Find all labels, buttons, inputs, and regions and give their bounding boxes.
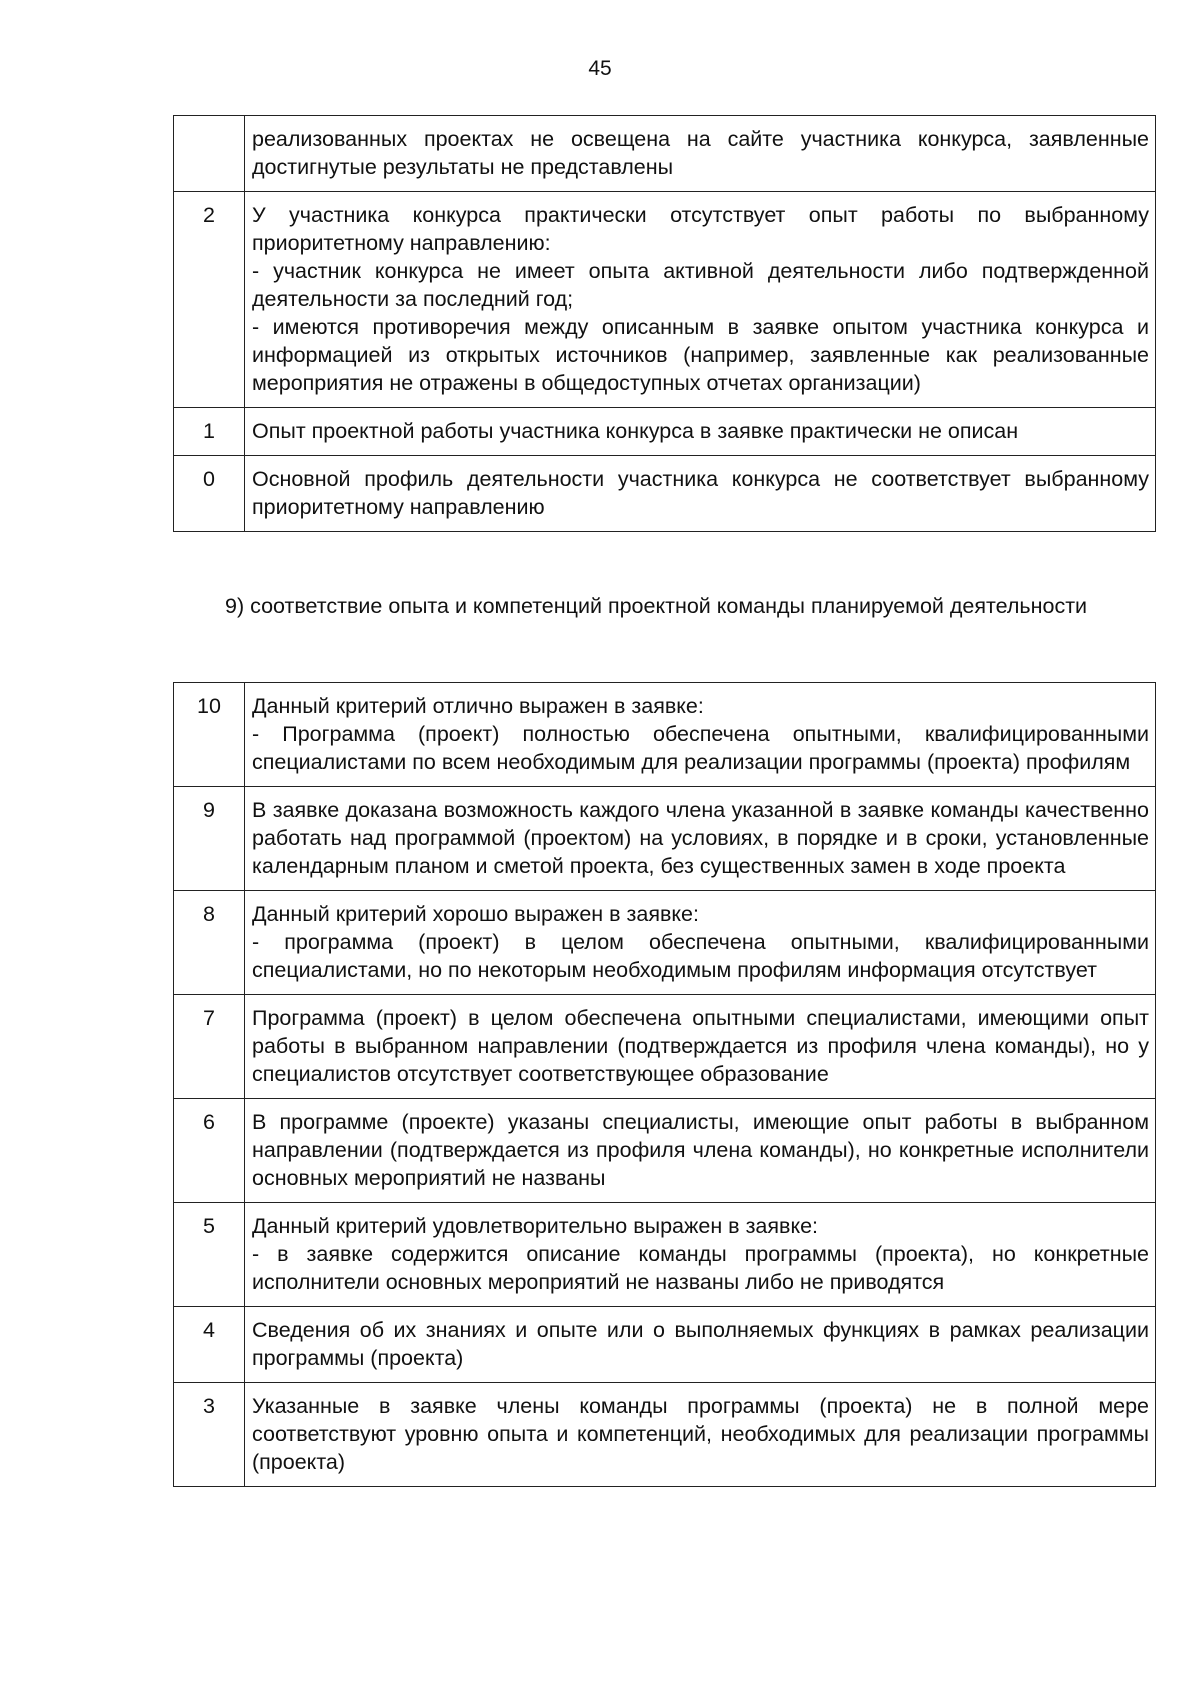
criterion-text-line: Программа (проект) в целом обеспечена опытными специалистами, имеющими опыт работы в выбранном направлении (подтверждается из профиля члена команды), но у специалистов отсутствует соответствующее образование <box>252 1006 1149 1086</box>
score-cell: 2 <box>174 192 245 408</box>
score-cell: 10 <box>174 683 245 787</box>
table-row <box>174 408 1156 456</box>
table-row <box>174 1383 1156 1487</box>
table-row <box>174 995 1156 1099</box>
criterion-description-cell <box>245 408 1156 456</box>
criterion-text-line: - Программа (проект) полностью обеспечена опытными, квалифицированными специалистами по всем необходимым для реализации программы (проекта) профилям <box>252 722 1149 774</box>
table-row <box>174 1307 1156 1383</box>
table-row <box>174 116 1156 192</box>
score-cell: 3 <box>174 1383 245 1487</box>
score-cell: 5 <box>174 1203 245 1307</box>
criterion-text-line: реализованных проектах не освещена на сайте участника конкурса, заявленные достигнутые результаты не представлены <box>252 127 1149 179</box>
table-row <box>174 1099 1156 1203</box>
team-competence-criteria-table <box>173 682 1156 1487</box>
criterion-text-line: Данный критерий хорошо выражен в заявке: <box>252 902 699 926</box>
criterion-description-cell <box>245 1099 1156 1203</box>
criterion-text-line: Указанные в заявке члены команды программы (проекта) не в полной мере соответствуют уровню опыта и компетенций, необходимых для реализации программы (проекта) <box>252 1394 1149 1474</box>
table-row <box>174 787 1156 891</box>
table-row <box>174 683 1156 787</box>
criterion-text-line: Сведения об их знаниях и опыте или о выполняемых функциях в рамках реализации программы (проекта) <box>252 1318 1149 1370</box>
criterion-text-line: - программа (проект) в целом обеспечена опытными, квалифицированными специалистами, но по некоторым необходимым профилям информация отсутствует <box>252 930 1149 982</box>
criterion-description-cell <box>245 891 1156 995</box>
table-row <box>174 1203 1156 1307</box>
table-row <box>174 891 1156 995</box>
section-heading: 9) соответствие опыта и компетенций проектной команды планируемой деятельности <box>225 594 1088 618</box>
score-cell: 7 <box>174 995 245 1099</box>
criterion-description-cell <box>245 995 1156 1099</box>
criterion-text-line: - в заявке содержится описание команды программы (проекта), но конкретные исполнители основных мероприятий не названы либо не приводятся <box>252 1242 1149 1294</box>
criterion-description-cell <box>245 787 1156 891</box>
score-cell: 0 <box>174 456 245 532</box>
criterion-description-cell <box>245 1383 1156 1487</box>
criterion-text-line: В заявке доказана возможность каждого члена указанной в заявке команды качественно работать над программой (проектом) на условиях, в порядке и в сроки, установленные календарным планом и сметой проекта, без существенных замен в ходе проекта <box>252 798 1149 878</box>
table-row <box>174 192 1156 408</box>
criteria-table-continued <box>173 115 1156 532</box>
page-number: 45 <box>588 57 612 80</box>
score-cell: 9 <box>174 787 245 891</box>
score-cell: 4 <box>174 1307 245 1383</box>
criterion-text-line: - имеются противоречия между описанным в заявке опытом участника конкурса и информацией из открытых источников (например, заявленные как реализованные мероприятия не отражены в общедоступных отчетах организации) <box>252 315 1149 395</box>
table-row <box>174 456 1156 532</box>
criterion-description-cell <box>245 456 1156 532</box>
score-cell <box>174 116 245 192</box>
score-cell: 6 <box>174 1099 245 1203</box>
criterion-text-line: - участник конкурса не имеет опыта активной деятельности либо подтвержденной деятельности за последний год; <box>252 259 1149 311</box>
criterion-description-cell <box>245 1307 1156 1383</box>
criterion-text-line: Опыт проектной работы участника конкурса в заявке практически не описан <box>252 419 1019 443</box>
criterion-description-cell <box>245 1203 1156 1307</box>
criterion-text-line: Данный критерий удовлетворительно выражен в заявке: <box>252 1214 819 1238</box>
criterion-description-cell <box>245 116 1156 192</box>
score-cell: 1 <box>174 408 245 456</box>
criterion-text-line: Основной профиль деятельности участника конкурса не соответствует выбранному приоритетному направлению <box>252 467 1149 519</box>
criterion-text-line: Данный критерий отлично выражен в заявке: <box>252 694 704 718</box>
criterion-text-line: У участника конкурса практически отсутствует опыт работы по выбранному приоритетному направлению: <box>252 203 1149 255</box>
criterion-description-cell <box>245 192 1156 408</box>
score-cell: 8 <box>174 891 245 995</box>
criterion-description-cell <box>245 683 1156 787</box>
criterion-text-line: В программе (проекте) указаны специалисты, имеющие опыт работы в выбранном направлении (подтверждается из профиля члена команды), но конкретные исполнители основных мероприятий не названы <box>252 1110 1149 1190</box>
